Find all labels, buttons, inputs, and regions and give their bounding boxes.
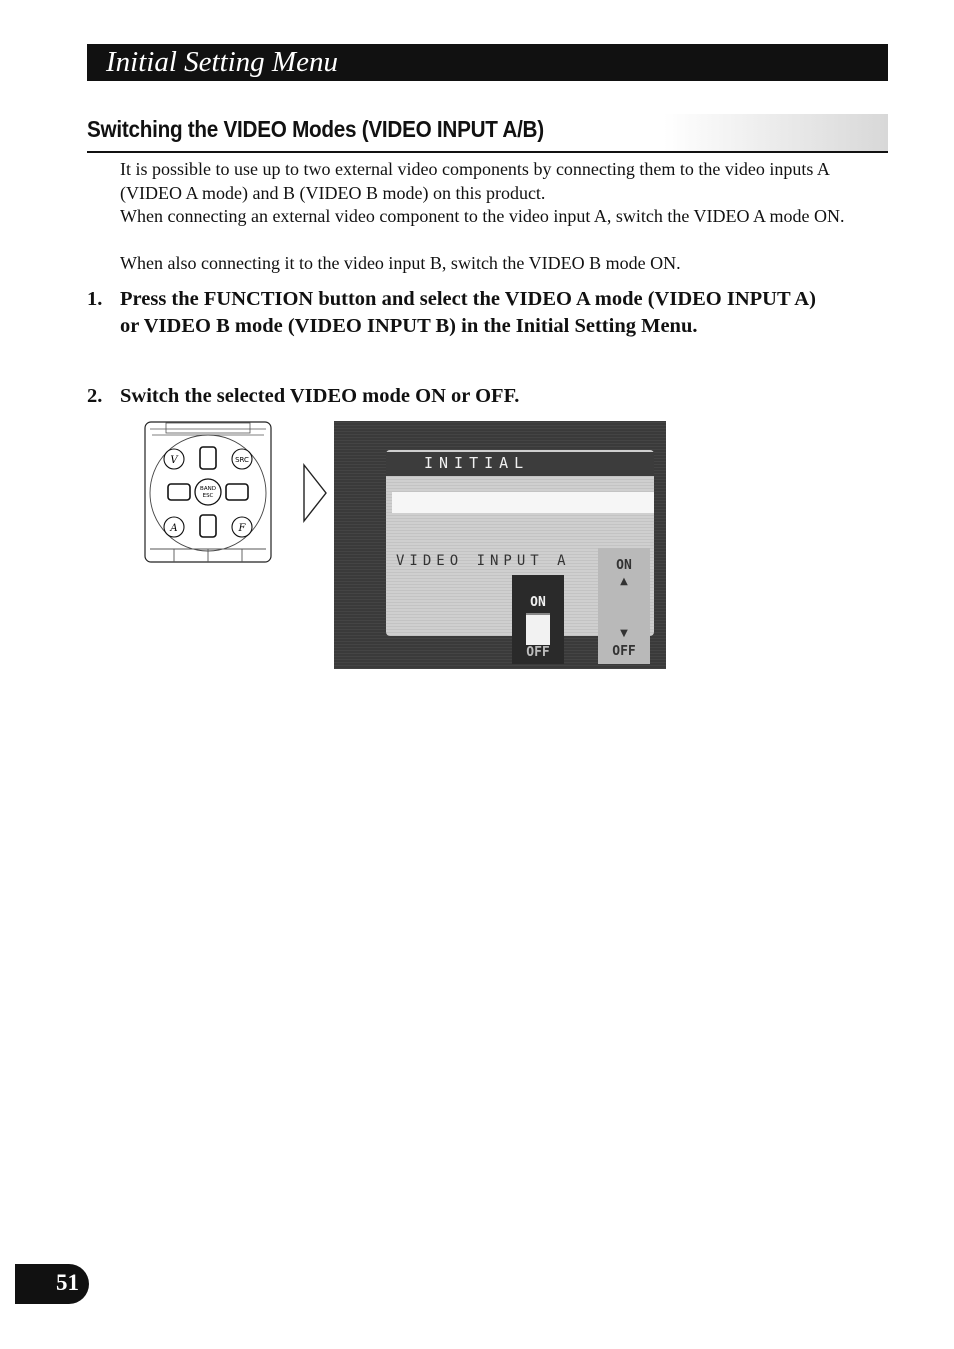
menu-item-label: VIDEO INPUT A (396, 553, 571, 569)
section-title: Switching the VIDEO Modes (VIDEO INPUT A/B) (87, 116, 544, 142)
dpad-down-button[interactable] (200, 515, 216, 537)
step-text: Press the FUNCTION button and select the VIDEO A mode (VIDEO INPUT A) or VIDEO B mode (VIDEO INPUT B) in the Initial Setting Menu. (120, 288, 816, 337)
toggle-on-label: ON (530, 595, 546, 610)
on-off-toggle[interactable] (512, 575, 564, 664)
v-button[interactable] (164, 449, 184, 469)
v-label: V (170, 455, 178, 466)
intro-paragraph-3: When also connecting it to the video input B, switch the VIDEO B mode ON. (120, 253, 681, 273)
step-number: 1. (87, 288, 103, 310)
scale-on-label: ON (616, 558, 632, 573)
header-banner (87, 44, 888, 81)
display-screen (334, 421, 666, 669)
src-label: SRC (235, 456, 249, 464)
src-button[interactable] (232, 449, 252, 469)
arrow-right-icon (302, 463, 328, 523)
toggle-off-label: OFF (526, 645, 550, 660)
panel-header-text: INITIAL (424, 454, 530, 472)
dpad-up-button[interactable] (200, 447, 216, 469)
highlight-band (392, 492, 654, 513)
f-label: F (238, 523, 246, 534)
dpad-left-button[interactable] (168, 484, 190, 500)
down-arrow-icon: ▼ (620, 628, 628, 639)
f-button[interactable] (232, 517, 252, 537)
step-number: 2. (87, 385, 103, 407)
intro-paragraph-2: When connecting an external video component to the video input A, switch the VIDEO A mode ON. (120, 206, 845, 226)
a-label: A (170, 523, 178, 534)
esc-label: ESC (202, 493, 214, 499)
toggle-knob (526, 613, 550, 645)
panel-header (386, 452, 654, 476)
remote-control-illustration (144, 421, 272, 563)
band-esc-button[interactable] (195, 479, 221, 505)
page-number: 51 (56, 1270, 79, 1295)
up-arrow-icon: ▲ (620, 576, 628, 587)
dpad-right-button[interactable] (226, 484, 248, 500)
intro-paragraph-1: It is possible to use up to two external video components by connecting them to the video inputs A (VIDEO A mode) and B (VIDEO B mode) on this product. (120, 159, 829, 203)
step-text: Switch the selected VIDEO mode ON or OFF. (120, 385, 520, 407)
band-label: BAND (200, 486, 216, 492)
banner-title: Initial Setting Menu (106, 46, 338, 78)
on-off-scale (598, 548, 650, 664)
settings-panel (386, 450, 654, 660)
a-button[interactable] (164, 517, 184, 537)
scale-off-label: OFF (612, 644, 636, 659)
page-number-tab (15, 1264, 89, 1304)
section-heading-bar (87, 114, 888, 153)
